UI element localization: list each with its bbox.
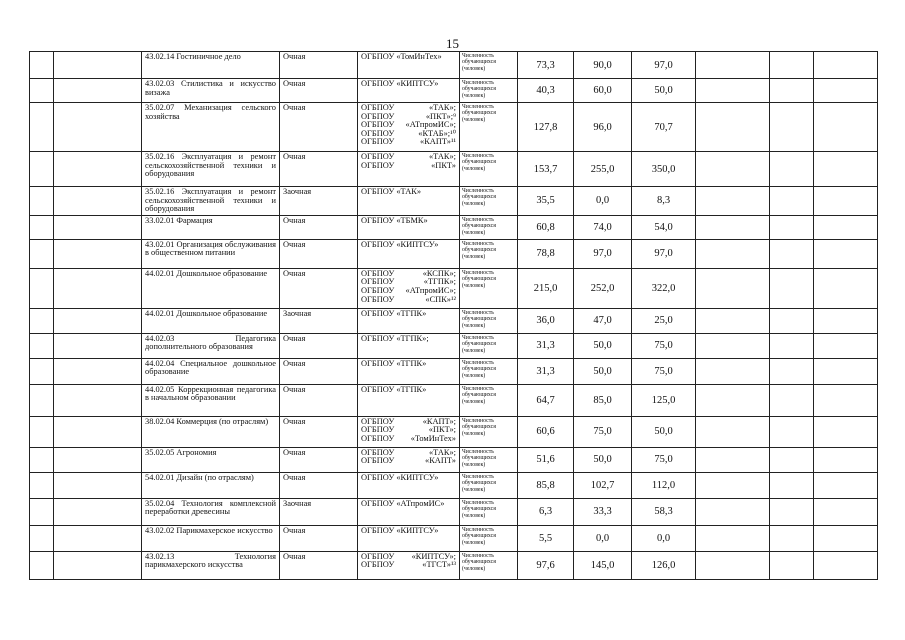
organization-cell bbox=[358, 333, 460, 358]
study-form-cell: Очная bbox=[280, 525, 358, 551]
value-cell: 126,0 bbox=[632, 551, 696, 579]
empty-cell bbox=[770, 103, 814, 152]
organization-name: ОГБПОУ «ТГПК»; bbox=[361, 333, 429, 343]
empty-cell bbox=[770, 308, 814, 333]
table-row bbox=[30, 268, 878, 308]
organization-name: ОГБПОУ «КАПТ» bbox=[361, 456, 456, 466]
indicator-cell: Численность обучающихся (человек) bbox=[460, 551, 518, 579]
organization-name: ОГБПОУ «АТпромИС» bbox=[361, 498, 445, 508]
empty-cell bbox=[770, 416, 814, 447]
value-cell: 36,0 bbox=[518, 308, 574, 333]
value-cell: 255,0 bbox=[574, 152, 632, 187]
study-form-cell: Очная bbox=[280, 333, 358, 358]
empty-cell bbox=[696, 472, 770, 498]
study-form-cell: Очная bbox=[280, 384, 358, 416]
organization-name: ОГБПОУ «ТГПК» bbox=[361, 384, 427, 394]
value-cell: 145,0 bbox=[574, 551, 632, 579]
organization-name: ОГБПОУ «ТАК»; bbox=[361, 103, 456, 112]
value-cell: 47,0 bbox=[574, 308, 632, 333]
organization-cell bbox=[358, 525, 460, 551]
empty-cell bbox=[696, 268, 770, 308]
empty-cell bbox=[770, 268, 814, 308]
organization-cell bbox=[358, 187, 460, 216]
empty-cell bbox=[814, 187, 878, 216]
indicator-cell: Численность обучающихся (человек) bbox=[460, 52, 518, 79]
organization-cell bbox=[358, 152, 460, 187]
organization-name: ОГБПОУ «ПКТ»; bbox=[361, 425, 456, 435]
empty-cell bbox=[770, 215, 814, 239]
organization-cell bbox=[358, 472, 460, 498]
table-row bbox=[30, 308, 878, 333]
empty-cell bbox=[54, 333, 142, 358]
empty-cell bbox=[814, 525, 878, 551]
value-cell: 54,0 bbox=[632, 215, 696, 239]
value-cell: 60,0 bbox=[574, 79, 632, 103]
specialty-cell: 35.02.16 Эксплуатация и ремонт сельскохозяйственной техники и оборудования bbox=[142, 152, 280, 187]
study-form-cell: Очная bbox=[280, 79, 358, 103]
organization-name: ОГБПОУ «ТГПК»; bbox=[361, 277, 456, 287]
indicator-cell: Численность обучающихся (человек) bbox=[460, 152, 518, 187]
value-cell: 51,6 bbox=[518, 447, 574, 472]
empty-cell bbox=[696, 498, 770, 525]
value-cell: 0,0 bbox=[574, 525, 632, 551]
indicator-cell: Численность обучающихся (человек) bbox=[460, 498, 518, 525]
value-cell: 97,0 bbox=[574, 239, 632, 268]
value-cell: 50,0 bbox=[574, 447, 632, 472]
study-form-cell: Очная bbox=[280, 447, 358, 472]
specialty-cell: 43.02.02 Парикмахерское искусство bbox=[142, 525, 280, 551]
organization-name: ОГБПОУ «ТБМК» bbox=[361, 215, 428, 225]
specialty-cell: 35.02.04 Технология комплексной переработки древесины bbox=[142, 498, 280, 525]
value-cell: 50,0 bbox=[574, 358, 632, 384]
specialty-cell: 44.02.05 Коррекционная педагогика в начальном образовании bbox=[142, 384, 280, 416]
value-cell: 58,3 bbox=[632, 498, 696, 525]
indicator-cell: Численность обучающихся (человек) bbox=[460, 358, 518, 384]
value-cell: 78,8 bbox=[518, 239, 574, 268]
empty-cell bbox=[54, 152, 142, 187]
indicator-cell: Численность обучающихся (человек) bbox=[460, 472, 518, 498]
table-row bbox=[30, 79, 878, 103]
value-cell: 73,3 bbox=[518, 52, 574, 79]
value-cell: 102,7 bbox=[574, 472, 632, 498]
organization-name: ОГБПОУ «ТомИнТех» bbox=[361, 433, 456, 443]
empty-cell bbox=[814, 103, 878, 152]
empty-cell bbox=[30, 103, 54, 152]
empty-cell bbox=[30, 416, 54, 447]
specialty-cell: 43.02.14 Гостиничное дело bbox=[142, 52, 280, 79]
empty-cell bbox=[54, 472, 142, 498]
empty-cell bbox=[54, 358, 142, 384]
empty-cell bbox=[30, 308, 54, 333]
organization-name: ОГБПОУ «КАПТ»; bbox=[361, 416, 456, 426]
empty-cell bbox=[814, 472, 878, 498]
empty-cell bbox=[770, 152, 814, 187]
organization-name: ОГБПОУ «СПК»¹² bbox=[361, 294, 456, 304]
specialty-cell: 35.02.05 Агрономия bbox=[142, 447, 280, 472]
table-row bbox=[30, 447, 878, 472]
empty-cell bbox=[696, 333, 770, 358]
organization-name: ОГБПОУ «КТАБ»;¹⁰ bbox=[361, 128, 456, 138]
empty-cell bbox=[54, 268, 142, 308]
empty-cell bbox=[770, 525, 814, 551]
organization-name: ОГБПОУ «КИПТСУ» bbox=[361, 525, 439, 535]
specialty-cell: 44.02.04 Специальное дошкольное образование bbox=[142, 358, 280, 384]
empty-cell bbox=[814, 358, 878, 384]
organization-name: ОГБПОУ «ТАК» bbox=[361, 187, 422, 196]
organization-name: ОГБПОУ «ТАК»; bbox=[361, 447, 456, 457]
study-form-cell: Очная bbox=[280, 416, 358, 447]
empty-cell bbox=[696, 52, 770, 79]
organization-name: ОГБПОУ «КИПТСУ» bbox=[361, 472, 439, 482]
organization-name: ОГБПОУ «КИПТСУ»; bbox=[361, 551, 456, 561]
specialty-cell: 35.02.16 Эксплуатация и ремонт сельскохозяйственной техники и оборудования bbox=[142, 187, 280, 216]
value-cell: 50,0 bbox=[632, 79, 696, 103]
empty-cell bbox=[770, 239, 814, 268]
organization-cell bbox=[358, 79, 460, 103]
empty-cell bbox=[696, 358, 770, 384]
empty-cell bbox=[54, 498, 142, 525]
value-cell: 0,0 bbox=[574, 187, 632, 216]
empty-cell bbox=[696, 239, 770, 268]
indicator-cell: Численность обучающихся (человек) bbox=[460, 79, 518, 103]
empty-cell bbox=[54, 79, 142, 103]
empty-cell bbox=[770, 498, 814, 525]
empty-cell bbox=[814, 447, 878, 472]
empty-cell bbox=[814, 384, 878, 416]
value-cell: 35,5 bbox=[518, 187, 574, 216]
empty-cell bbox=[30, 384, 54, 416]
indicator-cell: Численность обучающихся (человек) bbox=[460, 239, 518, 268]
value-cell: 322,0 bbox=[632, 268, 696, 308]
value-cell: 31,3 bbox=[518, 333, 574, 358]
specialty-cell: 44.02.03 Педагогика дополнительного образования bbox=[142, 333, 280, 358]
empty-cell bbox=[54, 239, 142, 268]
value-cell: 64,7 bbox=[518, 384, 574, 416]
specialty-cell: 38.02.04 Коммерция (по отраслям) bbox=[142, 416, 280, 447]
value-cell: 33,3 bbox=[574, 498, 632, 525]
empty-cell bbox=[814, 416, 878, 447]
value-cell: 31,3 bbox=[518, 358, 574, 384]
value-cell: 97,0 bbox=[632, 52, 696, 79]
empty-cell bbox=[54, 215, 142, 239]
empty-cell bbox=[770, 358, 814, 384]
organization-name: ОГБПОУ «АТпромИС»; bbox=[361, 120, 456, 130]
value-cell: 97,0 bbox=[632, 239, 696, 268]
empty-cell bbox=[814, 498, 878, 525]
study-form-cell: Очная bbox=[280, 152, 358, 187]
empty-cell bbox=[770, 447, 814, 472]
study-form-cell: Очная bbox=[280, 358, 358, 384]
value-cell: 75,0 bbox=[632, 333, 696, 358]
empty-cell bbox=[814, 52, 878, 79]
table-row bbox=[30, 472, 878, 498]
organization-cell bbox=[358, 498, 460, 525]
value-cell: 50,0 bbox=[632, 416, 696, 447]
organization-cell bbox=[358, 551, 460, 579]
empty-cell bbox=[696, 384, 770, 416]
empty-cell bbox=[54, 416, 142, 447]
study-form-cell: Очная bbox=[280, 215, 358, 239]
specialty-cell: 54.02.01 Дизайн (по отраслям) bbox=[142, 472, 280, 498]
organization-cell bbox=[358, 215, 460, 239]
value-cell: 75,0 bbox=[632, 358, 696, 384]
value-cell: 85,0 bbox=[574, 384, 632, 416]
indicator-cell: Численность обучающихся (человек) bbox=[460, 103, 518, 152]
indicator-cell: Численность обучающихся (человек) bbox=[460, 308, 518, 333]
indicator-cell: Численность обучающихся (человек) bbox=[460, 187, 518, 216]
value-cell: 70,7 bbox=[632, 103, 696, 152]
organization-name: ОГБПОУ «ТАК»; bbox=[361, 152, 456, 161]
empty-cell bbox=[30, 333, 54, 358]
empty-cell bbox=[30, 472, 54, 498]
table-row bbox=[30, 416, 878, 447]
value-cell: 97,6 bbox=[518, 551, 574, 579]
empty-cell bbox=[30, 52, 54, 79]
organization-cell bbox=[358, 447, 460, 472]
study-form-cell: Очная bbox=[280, 239, 358, 268]
empty-cell bbox=[54, 384, 142, 416]
empty-cell bbox=[814, 215, 878, 239]
organization-name: ОГБПОУ «КСПК»; bbox=[361, 268, 456, 278]
value-cell: 75,0 bbox=[632, 447, 696, 472]
specialty-cell: 35.02.07 Механизация сельского хозяйства bbox=[142, 103, 280, 152]
value-cell: 40,3 bbox=[518, 79, 574, 103]
value-cell: 153,7 bbox=[518, 152, 574, 187]
empty-cell bbox=[696, 308, 770, 333]
organization-name: ОГБПОУ «КИПТСУ» bbox=[361, 79, 439, 88]
value-cell: 25,0 bbox=[632, 308, 696, 333]
table-row bbox=[30, 103, 878, 152]
empty-cell bbox=[30, 447, 54, 472]
value-cell: 75,0 bbox=[574, 416, 632, 447]
organization-cell bbox=[358, 103, 460, 152]
specialty-cell: 43.02.01 Организация обслуживания в общественном питании bbox=[142, 239, 280, 268]
specialty-cell: 44.02.01 Дошкольное образование bbox=[142, 268, 280, 308]
empty-cell bbox=[30, 268, 54, 308]
empty-cell bbox=[696, 152, 770, 187]
value-cell: 252,0 bbox=[574, 268, 632, 308]
table-row bbox=[30, 498, 878, 525]
empty-cell bbox=[814, 268, 878, 308]
organization-cell bbox=[358, 52, 460, 79]
table-row bbox=[30, 152, 878, 187]
organization-name: ОГБПОУ «КИПТСУ» bbox=[361, 239, 439, 249]
indicator-cell: Численность обучающихся (человек) bbox=[460, 215, 518, 239]
empty-cell bbox=[30, 525, 54, 551]
empty-cell bbox=[814, 551, 878, 579]
empty-cell bbox=[696, 416, 770, 447]
organization-name: ОГБПОУ «ТомИнТех» bbox=[361, 52, 442, 61]
empty-cell bbox=[696, 103, 770, 152]
specialty-cell: 33.02.01 Фармация bbox=[142, 215, 280, 239]
empty-cell bbox=[770, 472, 814, 498]
table-row bbox=[30, 333, 878, 358]
empty-cell bbox=[54, 551, 142, 579]
empty-cell bbox=[814, 333, 878, 358]
empty-cell bbox=[696, 79, 770, 103]
empty-cell bbox=[30, 215, 54, 239]
value-cell: 127,8 bbox=[518, 103, 574, 152]
indicator-cell: Численность обучающихся (человек) bbox=[460, 416, 518, 447]
empty-cell bbox=[30, 187, 54, 216]
study-form-cell: Заочная bbox=[280, 308, 358, 333]
organization-name: ОГБПОУ «ПКТ» bbox=[361, 160, 456, 170]
value-cell: 125,0 bbox=[632, 384, 696, 416]
value-cell: 96,0 bbox=[574, 103, 632, 152]
specialty-cell: 44.02.01 Дошкольное образование bbox=[142, 308, 280, 333]
value-cell: 50,0 bbox=[574, 333, 632, 358]
value-cell: 60,8 bbox=[518, 215, 574, 239]
value-cell: 8,3 bbox=[632, 187, 696, 216]
table-row bbox=[30, 384, 878, 416]
table-row bbox=[30, 239, 878, 268]
organization-name: ОГБПОУ «ТГСТ»¹³ bbox=[361, 560, 456, 570]
empty-cell bbox=[814, 152, 878, 187]
table-row bbox=[30, 215, 878, 239]
value-cell: 60,6 bbox=[518, 416, 574, 447]
empty-cell bbox=[54, 103, 142, 152]
empty-cell bbox=[696, 215, 770, 239]
empty-cell bbox=[696, 525, 770, 551]
study-form-cell: Очная bbox=[280, 551, 358, 579]
study-form-cell: Очная bbox=[280, 268, 358, 308]
value-cell: 350,0 bbox=[632, 152, 696, 187]
indicator-cell: Численность обучающихся (человек) bbox=[460, 525, 518, 551]
empty-cell bbox=[30, 358, 54, 384]
indicator-cell: Численность обучающихся (человек) bbox=[460, 384, 518, 416]
organization-cell bbox=[358, 239, 460, 268]
organization-cell bbox=[358, 358, 460, 384]
study-form-cell: Очная bbox=[280, 52, 358, 79]
organization-cell bbox=[358, 308, 460, 333]
specialty-cell: 43.02.03 Стилистика и искусство визажа bbox=[142, 79, 280, 103]
empty-cell bbox=[770, 187, 814, 216]
organization-name: ОГБПОУ «ТГПК» bbox=[361, 358, 427, 368]
organization-cell bbox=[358, 384, 460, 416]
study-form-cell: Заочная bbox=[280, 498, 358, 525]
empty-cell bbox=[30, 79, 54, 103]
table-row bbox=[30, 525, 878, 551]
indicator-cell: Численность обучающихся (человек) bbox=[460, 447, 518, 472]
empty-cell bbox=[814, 79, 878, 103]
organization-name: ОГБПОУ «КАПТ»¹¹ bbox=[361, 137, 456, 147]
indicator-cell: Численность обучающихся (человек) bbox=[460, 333, 518, 358]
table-row bbox=[30, 187, 878, 216]
study-form-cell: Очная bbox=[280, 472, 358, 498]
empty-cell bbox=[814, 239, 878, 268]
empty-cell bbox=[770, 79, 814, 103]
empty-cell bbox=[770, 333, 814, 358]
organization-name: ОГБПОУ «ТГПК» bbox=[361, 308, 427, 318]
value-cell: 85,8 bbox=[518, 472, 574, 498]
value-cell: 90,0 bbox=[574, 52, 632, 79]
specialty-cell: 43.02.13 Технология парикмахерского искусства bbox=[142, 551, 280, 579]
empty-cell bbox=[54, 52, 142, 79]
empty-cell bbox=[54, 525, 142, 551]
empty-cell bbox=[770, 551, 814, 579]
table-row bbox=[30, 358, 878, 384]
organization-name: ОГБПОУ «АТпромИС»; bbox=[361, 285, 456, 295]
value-cell: 112,0 bbox=[632, 472, 696, 498]
value-cell: 74,0 bbox=[574, 215, 632, 239]
page-number: 15 bbox=[446, 36, 459, 51]
empty-cell bbox=[696, 447, 770, 472]
value-cell: 0,0 bbox=[632, 525, 696, 551]
empty-cell bbox=[54, 447, 142, 472]
study-form-cell: Очная bbox=[280, 103, 358, 152]
empty-cell bbox=[30, 152, 54, 187]
indicator-cell: Численность обучающихся (человек) bbox=[460, 268, 518, 308]
organization-name: ОГБПОУ «ПКТ»;⁹ bbox=[361, 111, 456, 121]
empty-cell bbox=[54, 308, 142, 333]
value-cell: 5,5 bbox=[518, 525, 574, 551]
organization-cell bbox=[358, 416, 460, 447]
empty-cell bbox=[770, 52, 814, 79]
empty-cell bbox=[770, 384, 814, 416]
empty-cell bbox=[30, 551, 54, 579]
study-form-cell: Заочная bbox=[280, 187, 358, 216]
table-row bbox=[30, 52, 878, 79]
data-table bbox=[29, 51, 878, 580]
organization-cell bbox=[358, 268, 460, 308]
empty-cell bbox=[30, 239, 54, 268]
empty-cell bbox=[814, 308, 878, 333]
empty-cell bbox=[54, 187, 142, 216]
empty-cell bbox=[30, 498, 54, 525]
value-cell: 6,3 bbox=[518, 498, 574, 525]
value-cell: 215,0 bbox=[518, 268, 574, 308]
empty-cell bbox=[696, 551, 770, 579]
table-row bbox=[30, 551, 878, 579]
empty-cell bbox=[696, 187, 770, 216]
